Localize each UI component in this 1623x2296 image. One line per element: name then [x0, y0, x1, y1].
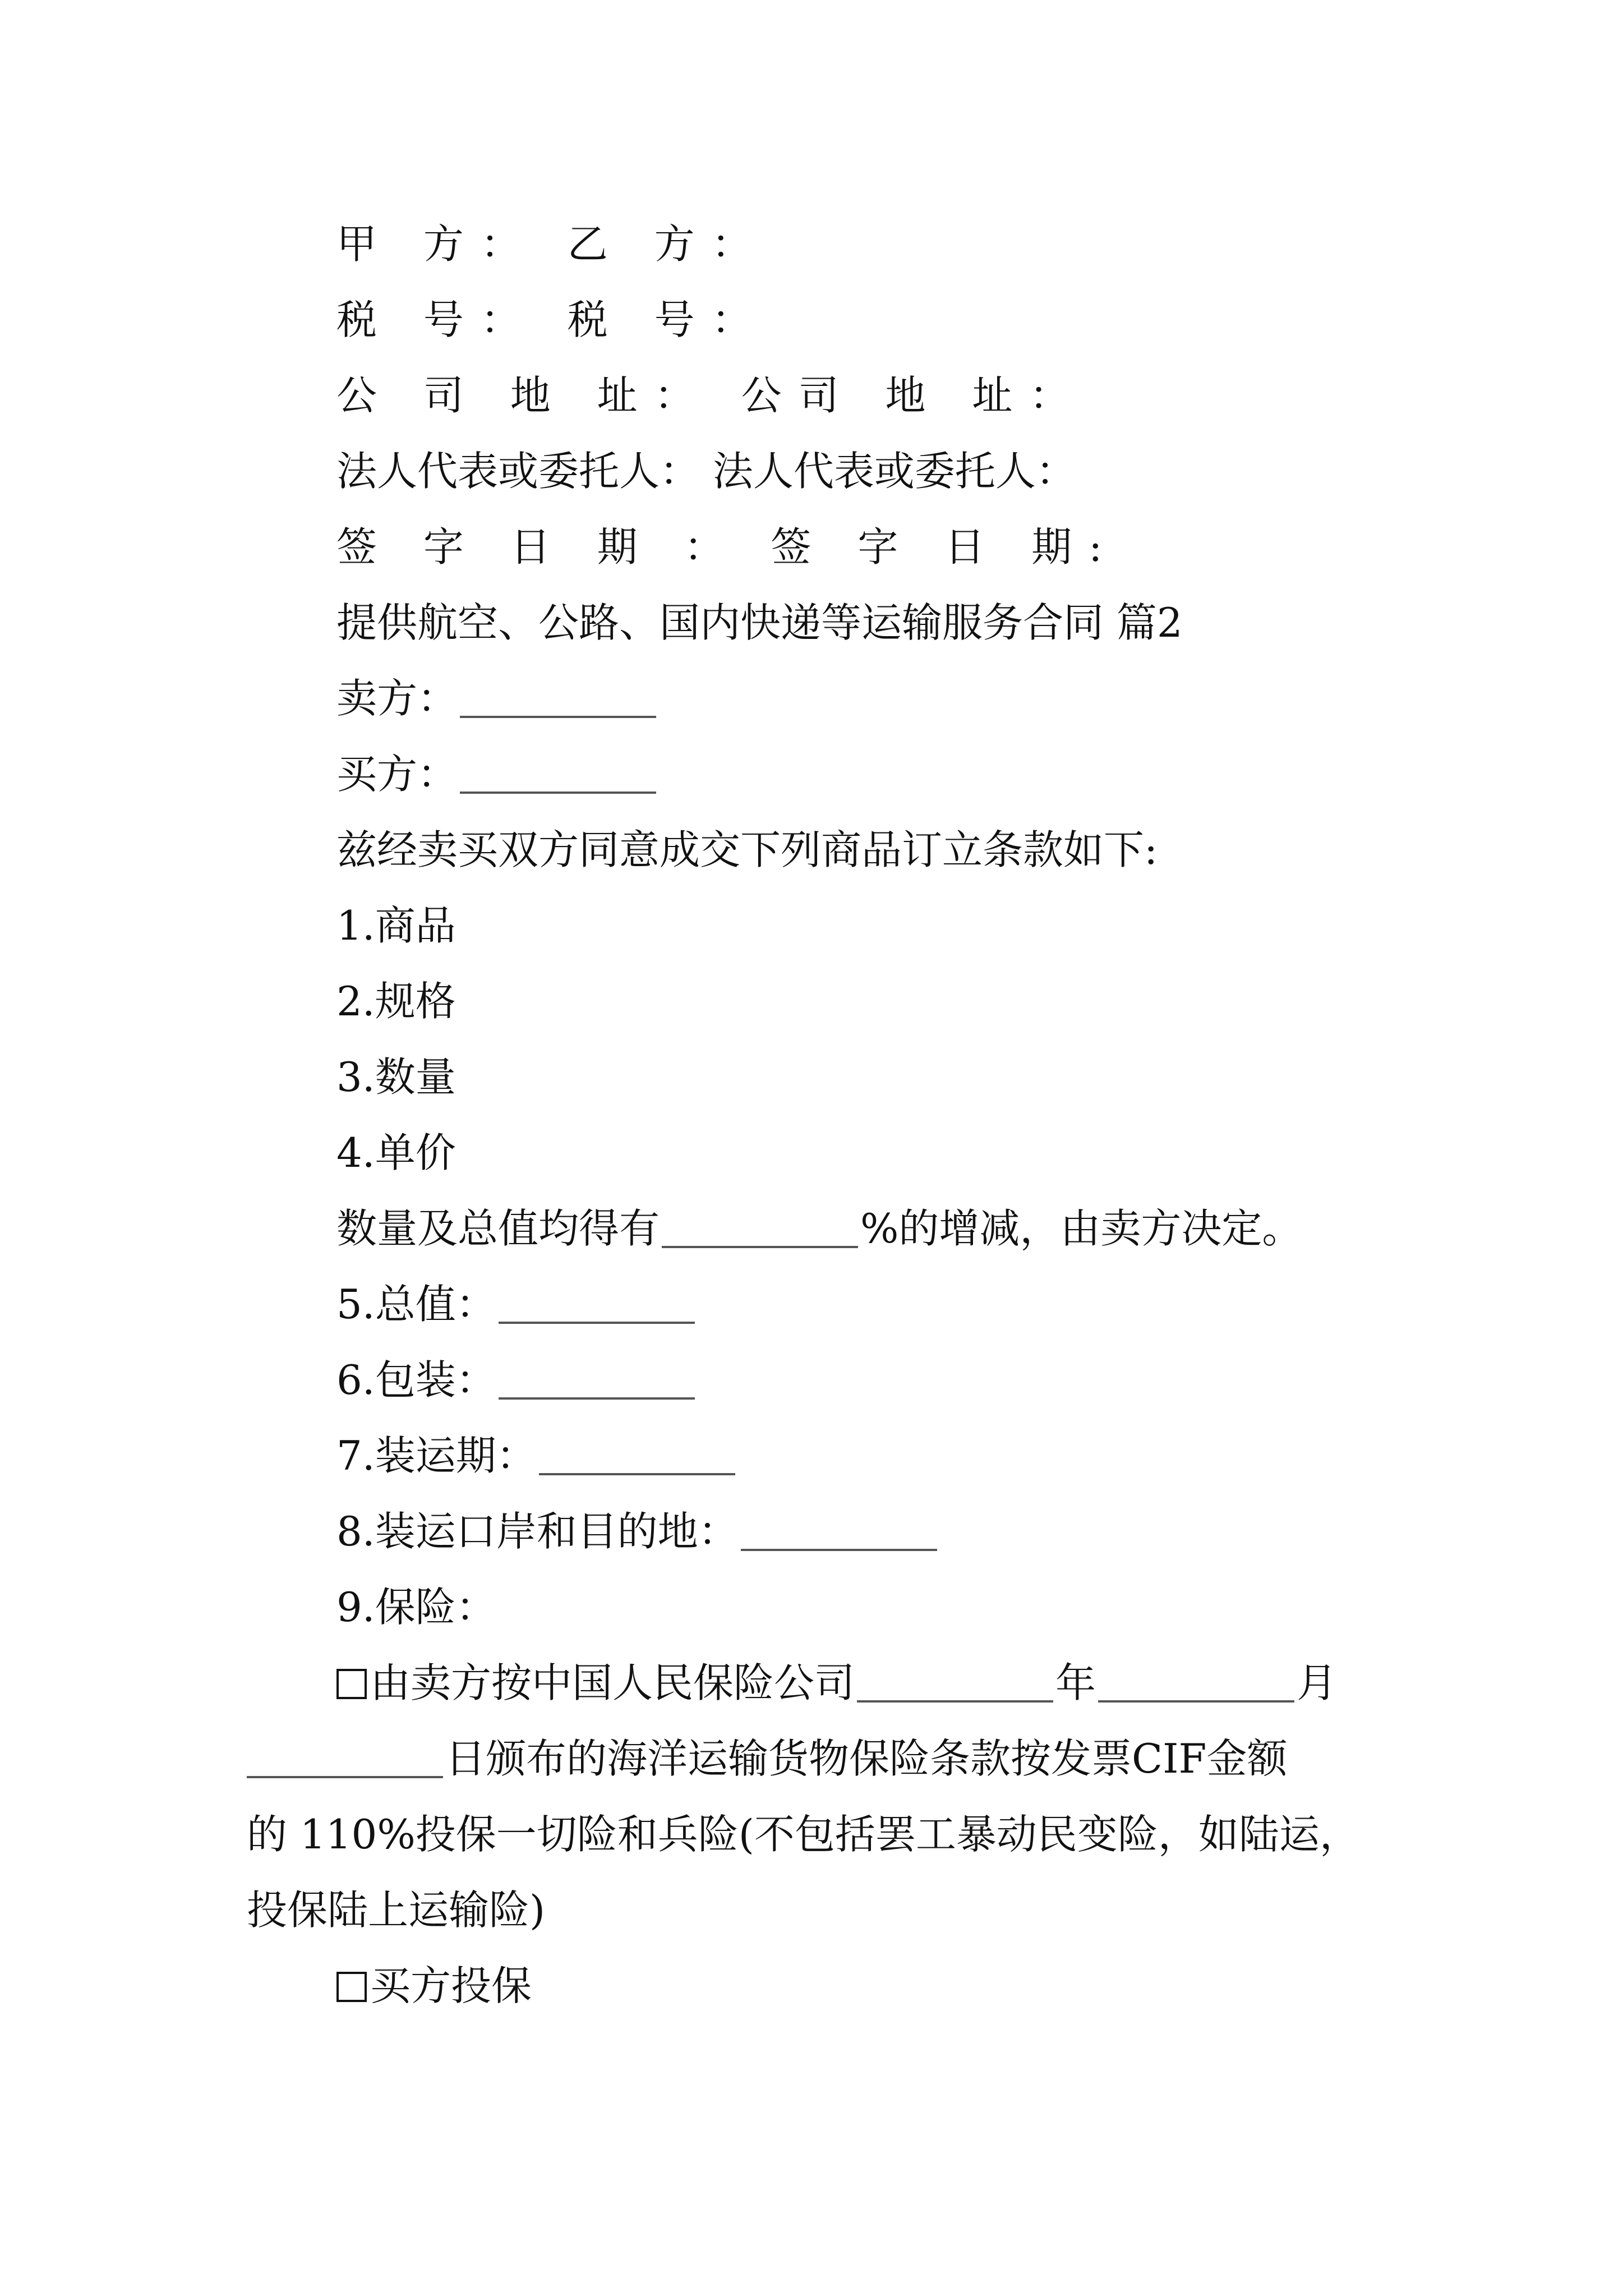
representative-line [336, 440, 1076, 502]
shipment-blank[interactable] [539, 1473, 735, 1475]
item-port-line [336, 1501, 939, 1562]
tax-b-label: 税 号： [567, 296, 769, 343]
total-blank[interactable] [499, 1322, 695, 1324]
item-packing-line [336, 1349, 697, 1411]
item-insurance: 9.保险： [336, 1584, 496, 1631]
party-a-label: 甲 方： [336, 220, 538, 268]
buyer-label: 买方： [336, 751, 458, 798]
party-b-label: 乙 方： [567, 220, 769, 268]
item-shipment-line [336, 1425, 737, 1487]
tax-line [336, 289, 769, 351]
item-total-label: 5.总值： [336, 1281, 496, 1328]
tax-a-label: 税 号： [336, 296, 538, 343]
buyer-line [336, 743, 658, 805]
item-quantity: 3.数量 [336, 1053, 456, 1101]
year-label: 年 [1055, 1659, 1096, 1706]
item-shipment-label: 7.装运期： [336, 1432, 537, 1479]
insurance-clause-line-3: 的 110%投保一切险和兵险(不包括罢工暴动民变险，如陆运， [247, 1811, 1360, 1858]
address-line [336, 365, 1086, 426]
month-blank[interactable] [1098, 1700, 1294, 1703]
tolerance-prefix: 数量及总值均得有 [336, 1205, 660, 1252]
section-title: 提供航空、公路、国内快递等运输服务合同 篇2 [336, 599, 1183, 646]
insurance-clause-text-2: 日颁布的海洋运输货物保险条款按发票CIF金额 [445, 1735, 1288, 1782]
year-blank[interactable] [857, 1700, 1053, 1703]
packing-blank[interactable] [499, 1397, 695, 1400]
insurance-option-seller [336, 1652, 1337, 1714]
seller-line [336, 668, 658, 729]
representative-b-label: 法人代表或委托人： [712, 448, 1076, 495]
sign-date-line [336, 516, 1119, 578]
item-goods: 1.商品 [336, 902, 456, 949]
party-line [336, 213, 769, 275]
item-port-label: 8.装运口岸和目的地： [336, 1508, 739, 1555]
insurance-option-seller-text: 由卖方按中国人民保险公司 [370, 1659, 855, 1706]
seller-insures-checkbox[interactable] [336, 1669, 367, 1699]
intro-paragraph: 兹经卖买双方同意成交下列商品订立条款如下: [336, 826, 1158, 873]
tolerance-suffix: %的增减，由卖方决定。 [860, 1205, 1303, 1252]
item-specification: 2.规格 [336, 978, 456, 1025]
sign-date-b-label: 签 字 日 期: [771, 523, 1119, 570]
representative-a-label: 法人代表或委托人： [336, 448, 700, 495]
port-blank[interactable] [741, 1549, 937, 1551]
item-packing-label: 6.包装： [336, 1356, 496, 1404]
insurance-option-buyer [336, 1955, 532, 2017]
sign-date-a-label: 签 字 日 期 ： [336, 523, 741, 570]
tolerance-blank[interactable] [662, 1246, 858, 1248]
month-label: 月 [1297, 1659, 1338, 1706]
buyer-blank[interactable] [460, 792, 656, 794]
seller-blank[interactable] [460, 716, 656, 718]
address-a-label: 公 司 地 址： [336, 372, 712, 419]
day-blank[interactable] [247, 1776, 443, 1778]
insurance-clause-line-4: 投保陆上运输险) [247, 1887, 546, 1934]
seller-label: 卖方： [336, 675, 458, 722]
tolerance-line [336, 1198, 1302, 1259]
insurance-clause-line-2 [247, 1728, 1288, 1789]
insurance-option-buyer-text: 买方投保 [370, 1962, 532, 2009]
buyer-insures-checkbox[interactable] [336, 1972, 367, 2002]
address-b-label: 公司 地 址： [741, 372, 1087, 419]
item-total-line [336, 1273, 697, 1335]
item-unit-price: 4.单价 [336, 1129, 456, 1176]
